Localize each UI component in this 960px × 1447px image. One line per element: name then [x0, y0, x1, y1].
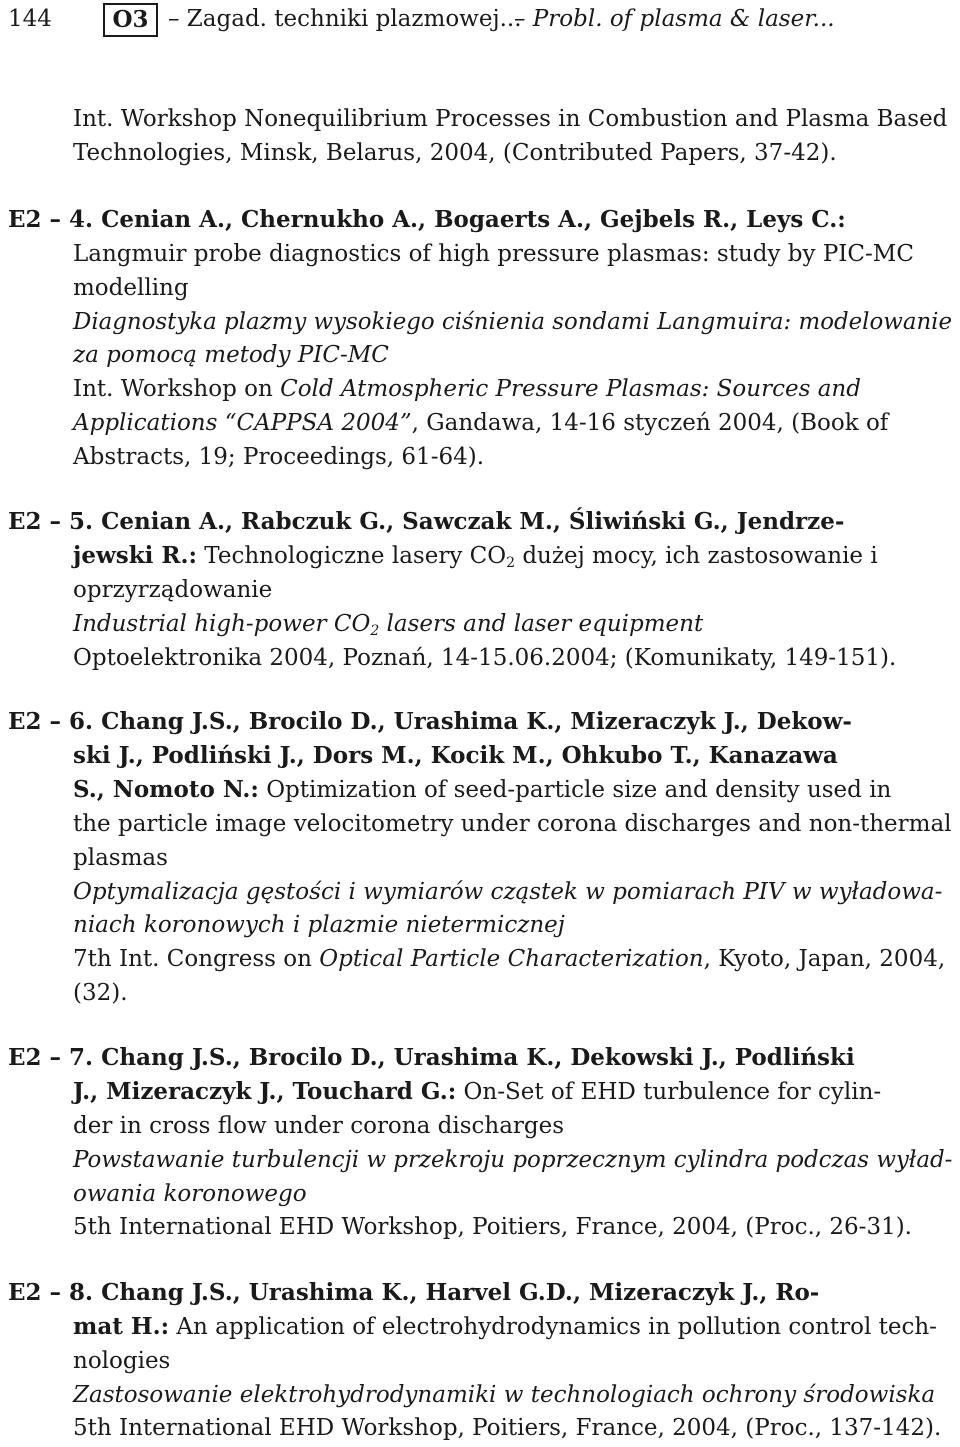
entry-title-pl: Powstawanie turbulencji w przekroju poprzecznym cylindra podczas wyład-	[73, 1147, 953, 1173]
entry-id: E2 – 5.	[8, 508, 94, 535]
entry-authors: jewski R.:	[73, 542, 197, 569]
venue-title: Optical Particle Characterization	[319, 946, 704, 972]
entry-title-en: An application of electrohydrodynamics in pollution control tech-	[169, 1314, 937, 1340]
entry-title-pl: Technologiczne lasery CO	[197, 543, 507, 569]
entry-title-en-part: lasers and laser equipment	[379, 611, 704, 637]
venue-text: , Kyoto, Japan, 2004,	[703, 946, 946, 972]
entry-id: E2 – 6.	[8, 708, 94, 735]
entry-authors: Chang J.S., Urashima K., Harvel G.D., Mizeraczyk J., Ro-	[101, 1279, 820, 1306]
entry-venue: 5th International EHD Workshop, Poitiers, France, 2004, (Proc., 26-31).	[73, 1214, 912, 1240]
section-title-pl: – Zagad. techniki plazmowej...	[168, 6, 522, 32]
entry-authors: Cenian A., Chernukho A., Bogaerts A., Gejbels R., Leys C.:	[101, 206, 846, 233]
entry-title-en: Langmuir probe diagnostics of high pressure plasmas: study by PIC-MC	[73, 241, 914, 267]
page-header	[0, 6, 960, 42]
entry-authors: mat H.:	[73, 1313, 170, 1340]
entry-heading	[8, 707, 852, 737]
entry-venue: Optoelektronika 2004, Poznań, 14-15.06.2004; (Komunikaty, 149-151).	[73, 645, 897, 671]
entry-title-en: Optimization of seed-particle size and density used in	[258, 777, 892, 803]
entry-authors: S., Nomoto N.:	[73, 776, 259, 803]
prev-entry-line: Int. Workshop Nonequilibrium Processes in Combustion and Plasma Based	[73, 106, 948, 132]
entry-title-pl: Optymalizacja gęstości i wymiarów cząstek w pomiarach PIV w wyładowa-	[73, 879, 943, 905]
entry-title-en-part: Industrial high-power CO	[73, 611, 371, 637]
entry-authors: J., Mizeraczyk J., Touchard G.:	[73, 1078, 457, 1105]
entry-venue	[73, 944, 945, 974]
entry-id: E2 – 7.	[8, 1044, 94, 1071]
venue-title: Applications “CAPPSA 2004”	[73, 410, 412, 436]
entry-venue: Abstracts, 19; Proceedings, 61-64).	[73, 444, 485, 470]
entry-authors-title	[73, 1077, 881, 1107]
entry-heading	[8, 1043, 855, 1073]
entry-id: E2 – 4.	[8, 206, 94, 233]
venue-text: Int. Workshop on	[73, 376, 281, 402]
entry-heading	[8, 507, 844, 537]
entry-authors: ski J., Podliński J., Dors M., Kocik M., Ohkubo T., Kanazawa	[73, 742, 838, 769]
entry-authors: Chang J.S., Brocilo D., Urashima K., Dekowski J., Podliński	[101, 1044, 855, 1071]
venue-title: Cold Atmospheric Pressure Plasmas: Sources and	[280, 376, 861, 402]
page-number: 144	[8, 6, 52, 32]
entry-venue: 5th International EHD Workshop, Poitiers, France, 2004, (Proc., 137-142).	[73, 1415, 942, 1441]
entry-id: E2 – 8.	[8, 1279, 94, 1306]
entry-title-en: plasmas	[73, 845, 168, 871]
section-code-box: O3	[103, 3, 158, 37]
entry-authors: Cenian A., Rabczuk G., Sawczak M., Śliwiński G., Jendrze-	[101, 508, 845, 535]
entry-title-en	[73, 609, 703, 639]
entry-title-pl: niach koronowych i plazmie nietermicznej	[73, 912, 565, 938]
entry-title-pl: dużej mocy, ich zastosowanie i	[515, 543, 878, 569]
subscript: 2	[506, 555, 516, 571]
entry-authors-title	[73, 1312, 937, 1342]
entry-title-en: On-Set of EHD turbulence for cylin-	[456, 1079, 882, 1105]
entry-title-en: the particle image velocitometry under corona discharges and non-thermal	[73, 811, 952, 837]
entry-title-pl: owania koronowego	[73, 1181, 307, 1207]
entry-title-pl: za pomocą metody PIC-MC	[73, 342, 389, 368]
entry-title-en: der in cross flow under corona discharges	[73, 1113, 565, 1139]
subscript: 2	[370, 623, 380, 639]
entry-venue	[73, 408, 888, 438]
entry-authors-title	[73, 541, 878, 571]
entry-title-pl: oprzyrządowanie	[73, 577, 273, 603]
entry-authors-title	[73, 775, 891, 805]
entry-authors: Chang J.S., Brocilo D., Urashima K., Mizeraczyk J., Dekow-	[101, 708, 852, 735]
entry-heading	[8, 1278, 819, 1308]
entry-title-pl: Diagnostyka plazmy wysokiego ciśnienia sondami Langmuira: modelowanie	[73, 309, 953, 335]
entry-venue: (32).	[73, 980, 128, 1006]
section-title-en: – Probl. of plasma & laser...	[514, 6, 835, 32]
entry-title-en: nologies	[73, 1348, 171, 1374]
entry-heading	[8, 205, 846, 235]
venue-text: , Gandawa, 14-16 styczeń 2004, (Book of	[411, 410, 889, 436]
prev-entry-line: Technologies, Minsk, Belarus, 2004, (Contributed Papers, 37-42).	[73, 140, 837, 166]
venue-text: 7th Int. Congress on	[73, 946, 320, 972]
entry-title-en: modelling	[73, 275, 189, 301]
entry-venue	[73, 374, 861, 404]
entry-title-pl: Zastosowanie elektrohydrodynamiki w technologiach ochrony środowiska	[73, 1382, 936, 1408]
